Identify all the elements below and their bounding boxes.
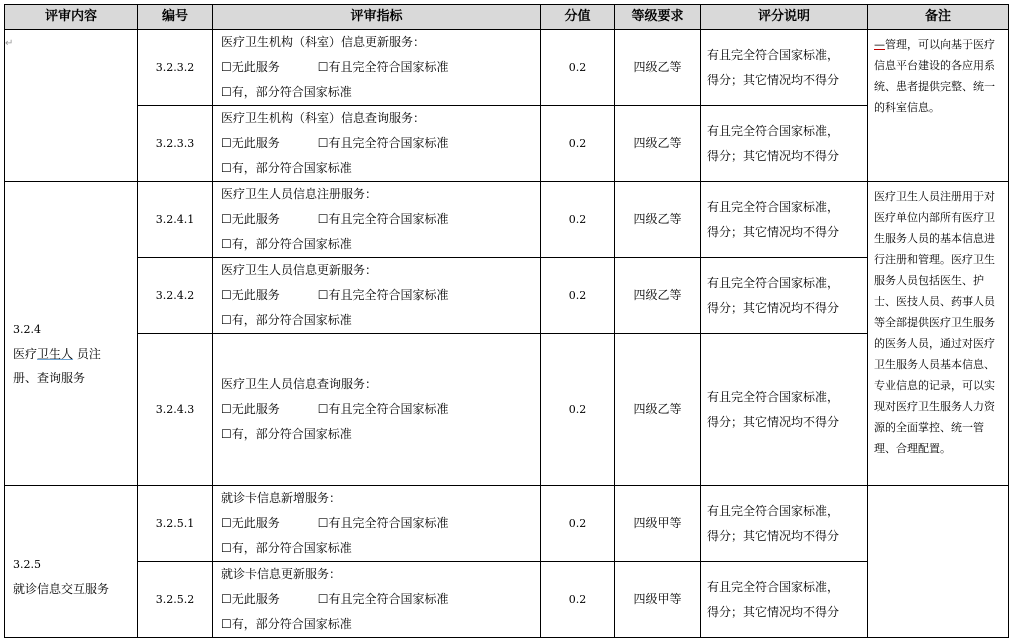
header-row xyxy=(5,5,1009,30)
note-1-text: 管理，可以向基于医疗信息平台建设的各应用系统、患者提供完整、统一的科室信息。 xyxy=(874,38,995,114)
group-name: 医疗卫生人 员注 xyxy=(13,346,101,361)
indicator-title: 医疗卫生人员信息注册服务： xyxy=(221,187,378,201)
item-id: 3.2.3.2 xyxy=(138,30,213,106)
description-line-2: 得分；其它情况均不得分 xyxy=(707,72,840,87)
header-indicator: 评审指标 xyxy=(213,5,541,30)
scoring-description xyxy=(701,334,868,486)
option-no-service[interactable]: ☐无此服务 xyxy=(221,516,280,530)
header-content: 评审内容 xyxy=(5,5,138,30)
indicator-cell xyxy=(213,106,541,182)
note-cell-1: —管理，可以向基于医疗信息平台建设的各应用系统、患者提供完整、统一的科室信息。 xyxy=(868,30,1009,182)
option-partial-compliance[interactable]: ☐有，部分符合国家标准 xyxy=(221,427,352,441)
description-line-1: 有且完全符合国家标准， xyxy=(707,47,840,62)
note-2-text: 医疗卫生人员注册用于对医疗单位内部所有医疗卫生服务人员的基本信息进行注册和管理。医疗卫生服务人员包括医生、护士、医技人员、药事人员等全部提供医疗卫生服务的医务人员，通过对医疗卫生服务人员基本信息、专业信息的记录，可以实现对医疗卫生服务人力资源的全面掌控、统一管理、合理配置。 xyxy=(874,190,995,455)
level-requirement: 四级乙等 xyxy=(615,334,701,486)
item-id: 3.2.4.2 xyxy=(138,258,213,334)
indicator-title: 医疗卫生机构（科室）信息更新服务： xyxy=(221,35,426,49)
indicator-title: 就诊卡信息更新服务： xyxy=(221,567,342,581)
note-cell-3 xyxy=(868,486,1009,638)
score-value: 0.2 xyxy=(541,258,615,334)
indicator-cell xyxy=(213,334,541,486)
option-full-compliance[interactable]: ☐有且完全符合国家标准 xyxy=(317,516,449,530)
scoring-description xyxy=(701,258,868,334)
option-partial-compliance[interactable]: ☐有，部分符合国家标准 xyxy=(221,313,352,327)
score-value: 0.2 xyxy=(541,486,615,562)
score-value: 0.2 xyxy=(541,106,615,182)
indicator-title: 医疗卫生人员信息更新服务： xyxy=(221,263,378,277)
item-id: 3.2.4.3 xyxy=(138,334,213,486)
option-no-service[interactable]: ☐无此服务 xyxy=(221,212,280,226)
group-cell-empty: ↵ xyxy=(5,30,138,182)
table-row xyxy=(5,30,1009,106)
scoring-description xyxy=(701,562,868,638)
header-description: 评分说明 xyxy=(701,5,868,30)
description-line-2: 得分；其它情况均不得分 xyxy=(707,300,840,315)
option-no-service[interactable]: ☐无此服务 xyxy=(221,288,280,302)
option-partial-compliance[interactable]: ☐有，部分符合国家标准 xyxy=(221,617,352,631)
item-id: 3.2.4.1 xyxy=(138,182,213,258)
description-line-1: 有且完全符合国家标准， xyxy=(707,389,840,404)
group-code: 3.2.5 xyxy=(13,557,41,571)
indicator-title: 就诊卡信息新增服务： xyxy=(221,491,342,505)
option-no-service[interactable]: ☐无此服务 xyxy=(221,136,280,150)
score-value: 0.2 xyxy=(541,334,615,486)
table-row xyxy=(5,334,1009,486)
indicator-title: 医疗卫生机构（科室）信息查询服务： xyxy=(221,111,426,125)
option-full-compliance[interactable]: ☐有且完全符合国家标准 xyxy=(317,288,449,302)
table-row xyxy=(5,258,1009,334)
description-line-1: 有且完全符合国家标准， xyxy=(707,275,840,290)
option-partial-compliance[interactable]: ☐有，部分符合国家标准 xyxy=(221,161,352,175)
score-value: 0.2 xyxy=(541,30,615,106)
description-line-2: 得分；其它情况均不得分 xyxy=(707,604,840,619)
description-line-1: 有且完全符合国家标准， xyxy=(707,123,840,138)
group-code: 3.2.4 xyxy=(13,322,41,336)
note-cell-2 xyxy=(868,182,1009,486)
indicator-cell xyxy=(213,182,541,258)
header-id: 编号 xyxy=(138,5,213,30)
score-value: 0.2 xyxy=(541,562,615,638)
scoring-description xyxy=(701,106,868,182)
option-no-service[interactable]: ☐无此服务 xyxy=(221,60,280,74)
table-row xyxy=(5,106,1009,182)
option-partial-compliance[interactable]: ☐有，部分符合国家标准 xyxy=(221,237,352,251)
level-requirement: 四级甲等 xyxy=(615,562,701,638)
item-id: 3.2.5.1 xyxy=(138,486,213,562)
description-line-2: 得分；其它情况均不得分 xyxy=(707,528,840,543)
indicator-cell xyxy=(213,562,541,638)
header-score: 分值 xyxy=(541,5,615,30)
option-full-compliance[interactable]: ☐有且完全符合国家标准 xyxy=(317,592,449,606)
option-partial-compliance[interactable]: ☐有，部分符合国家标准 xyxy=(221,85,352,99)
header-notes: 备注 xyxy=(868,5,1009,30)
table-row xyxy=(5,182,1009,258)
description-line-1: 有且完全符合国家标准， xyxy=(707,199,840,214)
option-full-compliance[interactable]: ☐有且完全符合国家标准 xyxy=(317,402,449,416)
scoring-description xyxy=(701,182,868,258)
level-requirement: 四级乙等 xyxy=(615,182,701,258)
indicator-cell xyxy=(213,486,541,562)
option-partial-compliance[interactable]: ☐有，部分符合国家标准 xyxy=(221,541,352,555)
option-full-compliance[interactable]: ☐有且完全符合国家标准 xyxy=(317,60,449,74)
option-no-service[interactable]: ☐无此服务 xyxy=(221,402,280,416)
item-id: 3.2.3.3 xyxy=(138,106,213,182)
group-name-line-2: 册、查询服务 xyxy=(13,370,86,385)
item-id: 3.2.5.2 xyxy=(138,562,213,638)
description-line-2: 得分；其它情况均不得分 xyxy=(707,414,840,429)
level-requirement: 四级乙等 xyxy=(615,106,701,182)
indicator-cell xyxy=(213,258,541,334)
option-full-compliance[interactable]: ☐有且完全符合国家标准 xyxy=(317,212,449,226)
header-level: 等级要求 xyxy=(615,5,701,30)
indicator-title: 医疗卫生人员信息查询服务： xyxy=(221,377,378,391)
table-row xyxy=(5,486,1009,562)
group-cell-3-2-4 xyxy=(5,182,138,486)
level-requirement: 四级甲等 xyxy=(615,486,701,562)
level-requirement: 四级乙等 xyxy=(615,258,701,334)
group-cell-3-2-5 xyxy=(5,486,138,638)
table-row xyxy=(5,562,1009,638)
scoring-description xyxy=(701,30,868,106)
evaluation-table xyxy=(4,4,1009,638)
description-line-1: 有且完全符合国家标准， xyxy=(707,579,840,594)
scoring-description xyxy=(701,486,868,562)
description-line-1: 有且完全符合国家标准， xyxy=(707,503,840,518)
option-full-compliance[interactable]: ☐有且完全符合国家标准 xyxy=(317,136,449,150)
score-value: 0.2 xyxy=(541,182,615,258)
level-requirement: 四级乙等 xyxy=(615,30,701,106)
description-line-2: 得分；其它情况均不得分 xyxy=(707,148,840,163)
group-name: 就诊信息交互服务 xyxy=(13,581,110,596)
description-line-2: 得分；其它情况均不得分 xyxy=(707,224,840,239)
indicator-cell xyxy=(213,30,541,106)
option-no-service[interactable]: ☐无此服务 xyxy=(221,592,280,606)
